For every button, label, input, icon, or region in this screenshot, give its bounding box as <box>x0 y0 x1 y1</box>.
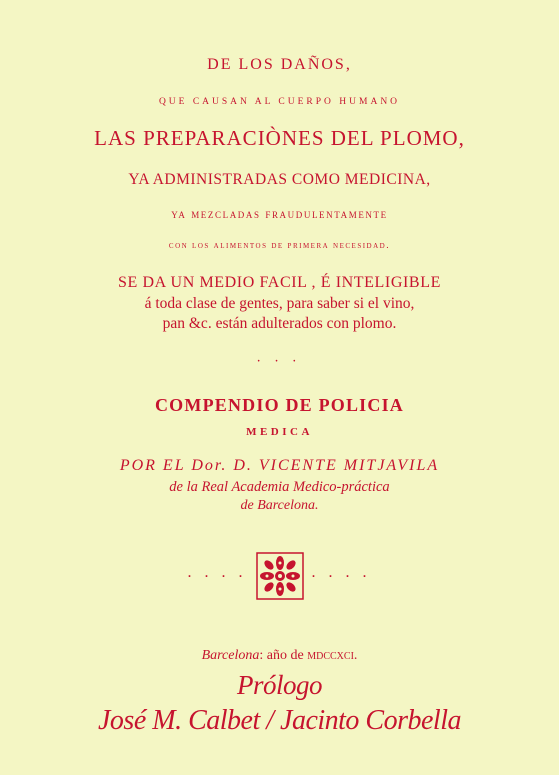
compendio-subtitle: MEDICA <box>246 426 313 438</box>
imprint-year: mdccxci. <box>307 648 358 663</box>
ornament-dots-left: · · · · <box>187 568 248 583</box>
title-line-1: DE LOS DAÑOS, <box>207 56 352 73</box>
subtitle-line-2: á toda clase de gentes, para saber si el vino, <box>144 295 415 312</box>
imprint-place: Barcelona <box>201 648 260 663</box>
title-line-4: YA ADMINISTRADAS COMO MEDICINA, <box>128 171 431 188</box>
title-line-2: QUE CAUSAN AL CUERPO HUMANO <box>158 97 401 107</box>
compendio-title: COMPENDIO DE POLICIA <box>154 395 404 415</box>
imprint <box>0 648 559 664</box>
imprint-middle: : año de <box>259 648 304 663</box>
author-line-3: de Barcelona. <box>240 498 319 513</box>
separator-dots: · · · <box>256 356 302 367</box>
title-line-5: ya mezcladas fraudulentamente <box>171 207 388 221</box>
subtitle-line-1: SE DA UN MEDIO FACIL , É INTELIGIBLE <box>118 274 441 291</box>
floral-ornament-icon <box>256 552 304 600</box>
subtitle-line-3: pan &c. están adulterados con plomo. <box>162 315 397 332</box>
ornament-row <box>0 552 559 600</box>
title-line-3: LAS PREPARACIÒNES DEL PLOMO, <box>94 126 465 150</box>
author-line-2: de la Real Academia Medico-práctica <box>169 479 390 495</box>
author-line-1: POR EL Dor. D. VICENTE MITJAVILA <box>119 457 440 474</box>
prologue-authors: José M. Calbet / Jacinto Corbella <box>98 705 461 736</box>
ornament-dots-right: · · · · <box>311 568 372 583</box>
title-line-6: con los alimentos de primera necesidad. <box>168 241 391 251</box>
prologue-label: Prólogo <box>236 670 322 700</box>
